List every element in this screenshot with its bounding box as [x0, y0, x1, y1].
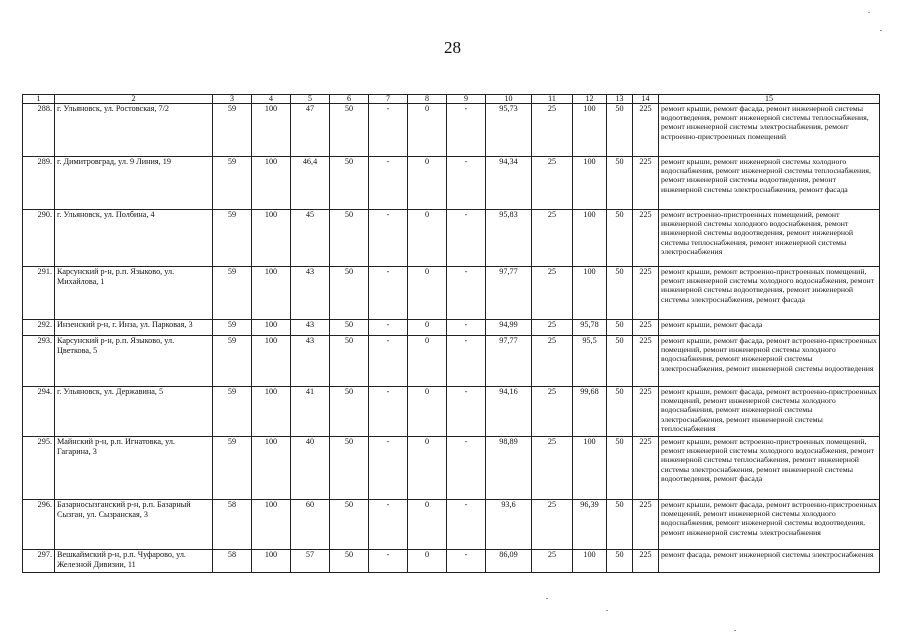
- table-row: [23, 500, 880, 550]
- col-9: -: [447, 437, 486, 500]
- col-10: 94,99: [486, 320, 532, 336]
- table-body: [23, 104, 880, 573]
- col-5: 43: [291, 320, 330, 336]
- col-4: 100: [252, 437, 291, 500]
- column-header-9: 9: [447, 95, 486, 104]
- col-5: 57: [291, 550, 330, 573]
- column-header-10: 10: [486, 95, 532, 104]
- scan-speck: [880, 30, 882, 31]
- works-list: ремонт фасада, ремонт инженерной системы электроснабжения: [659, 550, 880, 573]
- col-13: 50: [607, 437, 633, 500]
- col-10: 97,77: [486, 267, 532, 320]
- col-4: 100: [252, 104, 291, 157]
- scan-speck: [606, 610, 608, 611]
- works-list: ремонт крыши, ремонт инженерной системы холодного водоснабжения, ремонт инженерной системы теплоснабжения, ремонт инженерной системы водоотведения, ремонт инженерной системы электроснабжения, ремонт фасада: [659, 157, 880, 210]
- col-8: 0: [408, 104, 447, 157]
- col-12: 100: [573, 210, 607, 267]
- col-13: 50: [607, 320, 633, 336]
- column-header-14: 14: [633, 95, 659, 104]
- col-8: 0: [408, 336, 447, 387]
- col-9: -: [447, 210, 486, 267]
- repair-registry-table: [22, 94, 880, 573]
- column-header-6: 6: [330, 95, 369, 104]
- column-header-7: 7: [369, 95, 408, 104]
- table-row: [23, 210, 880, 267]
- col-8: 0: [408, 500, 447, 550]
- column-header-13: 13: [607, 95, 633, 104]
- col-3: 59: [213, 336, 252, 387]
- col-11: 25: [532, 500, 573, 550]
- col-7: -: [369, 104, 408, 157]
- row-number: 294.: [23, 387, 55, 437]
- table-row: [23, 437, 880, 500]
- col-12: 100: [573, 104, 607, 157]
- col-7: -: [369, 267, 408, 320]
- col-13: 50: [607, 500, 633, 550]
- col-6: 50: [330, 104, 369, 157]
- col-13: 50: [607, 104, 633, 157]
- table-row: [23, 387, 880, 437]
- col-6: 50: [330, 210, 369, 267]
- works-list: ремонт крыши, ремонт встроенно-пристроенных помещений, ремонт инженерной системы холодного водоснабжения, ремонт инженерной системы водоотведения, ремонт инженерной системы электроснабжения, ремонт фасада: [659, 267, 880, 320]
- col-6: 50: [330, 320, 369, 336]
- col-5: 40: [291, 437, 330, 500]
- row-number: 289.: [23, 157, 55, 210]
- col-13: 50: [607, 550, 633, 573]
- column-header-3: 3: [213, 95, 252, 104]
- col-9: -: [447, 387, 486, 437]
- address: Майнский р-н, р.п. Игнатовка, ул. Гагарина, 3: [55, 437, 213, 500]
- col-10: 97,77: [486, 336, 532, 387]
- col-7: -: [369, 157, 408, 210]
- address: Базарносызганский р-н, р.п. Базарный Сызган, ул. Сызранская, 3: [55, 500, 213, 550]
- col-3: 59: [213, 320, 252, 336]
- col-3: 59: [213, 104, 252, 157]
- col-14: 225: [633, 210, 659, 267]
- works-list: ремонт встроенно-пристроенных помещений, ремонт инженерной системы холодного водоснабжения, ремонт инженерной системы водоотведения, ремонт инженерной системы теплоснабжения, ремонт инженерной системы электроснабжения: [659, 210, 880, 267]
- col-7: -: [369, 210, 408, 267]
- col-7: -: [369, 320, 408, 336]
- col-10: 95,73: [486, 104, 532, 157]
- col-10: 95,83: [486, 210, 532, 267]
- address: г. Ульяновск, ул. Ростовская, 7/2: [55, 104, 213, 157]
- col-13: 50: [607, 387, 633, 437]
- col-11: 25: [532, 437, 573, 500]
- col-4: 100: [252, 387, 291, 437]
- col-14: 225: [633, 267, 659, 320]
- col-12: 100: [573, 157, 607, 210]
- col-4: 100: [252, 500, 291, 550]
- address: г. Димитровград, ул. 9 Линия, 19: [55, 157, 213, 210]
- col-6: 50: [330, 267, 369, 320]
- address: Вешкаймский р-н, р.п. Чуфарово, ул. Железной Дивизии, 11: [55, 550, 213, 573]
- col-4: 100: [252, 550, 291, 573]
- col-3: 59: [213, 437, 252, 500]
- row-number: 291.: [23, 267, 55, 320]
- col-4: 100: [252, 320, 291, 336]
- address: Инзенский р-н, г. Инза, ул. Парковая, 3: [55, 320, 213, 336]
- col-11: 25: [532, 550, 573, 573]
- col-5: 43: [291, 267, 330, 320]
- col-7: -: [369, 387, 408, 437]
- col-9: -: [447, 157, 486, 210]
- col-6: 50: [330, 387, 369, 437]
- row-number: 292.: [23, 320, 55, 336]
- col-10: 86,09: [486, 550, 532, 573]
- address: г. Ульяновск, ул. Полбина, 4: [55, 210, 213, 267]
- col-8: 0: [408, 157, 447, 210]
- col-3: 58: [213, 500, 252, 550]
- col-11: 25: [532, 387, 573, 437]
- column-header-15: 15: [659, 95, 880, 104]
- col-3: 59: [213, 267, 252, 320]
- col-10: 94,16: [486, 387, 532, 437]
- col-10: 98,89: [486, 437, 532, 500]
- table-row: [23, 104, 880, 157]
- col-11: 25: [532, 320, 573, 336]
- col-12: 100: [573, 550, 607, 573]
- works-list: ремонт крыши, ремонт фасада, ремонт встроенно-пристроенных помещений, ремонт инженерной системы холодного водоснабжения, ремонт инженерной системы электроснабжения, ремонт инженерной системы водоотведения: [659, 336, 880, 387]
- col-14: 225: [633, 320, 659, 336]
- col-8: 0: [408, 267, 447, 320]
- col-14: 225: [633, 157, 659, 210]
- works-list: ремонт крыши, ремонт встроенно-пристроенных помещений, ремонт инженерной системы холодного водоснабжения, ремонт инженерной системы теплоснабжения, ремонт инженерной системы электроснабжения, ремонт инженерной системы водоотведения, ремонт фасада: [659, 437, 880, 500]
- works-list: ремонт крыши, ремонт фасада: [659, 320, 880, 336]
- works-list: ремонт крыши, ремонт фасада, ремонт встроенно-пристроенных помещений, ремонт инженерной системы холодного водоснабжения, ремонт инженерной системы электроснабжения, ремонт инженерной системы теплоснабжения: [659, 387, 880, 437]
- col-12: 96,39: [573, 500, 607, 550]
- col-5: 60: [291, 500, 330, 550]
- col-13: 50: [607, 267, 633, 320]
- col-8: 0: [408, 550, 447, 573]
- row-number: 288.: [23, 104, 55, 157]
- col-14: 225: [633, 550, 659, 573]
- scan-speck: [868, 12, 870, 13]
- col-8: 0: [408, 320, 447, 336]
- col-14: 225: [633, 500, 659, 550]
- col-12: 95,78: [573, 320, 607, 336]
- col-4: 100: [252, 336, 291, 387]
- header-row: [23, 95, 880, 104]
- row-number: 290.: [23, 210, 55, 267]
- column-header-4: 4: [252, 95, 291, 104]
- col-12: 95,5: [573, 336, 607, 387]
- table-row: [23, 267, 880, 320]
- column-header-5: 5: [291, 95, 330, 104]
- col-12: 99,68: [573, 387, 607, 437]
- col-9: -: [447, 320, 486, 336]
- table-row: [23, 157, 880, 210]
- col-7: -: [369, 336, 408, 387]
- col-4: 100: [252, 267, 291, 320]
- col-9: -: [447, 267, 486, 320]
- col-4: 100: [252, 210, 291, 267]
- col-6: 50: [330, 157, 369, 210]
- col-11: 25: [532, 157, 573, 210]
- col-8: 0: [408, 387, 447, 437]
- col-3: 59: [213, 210, 252, 267]
- row-number: 293.: [23, 336, 55, 387]
- col-7: -: [369, 550, 408, 573]
- row-number: 295.: [23, 437, 55, 500]
- col-14: 225: [633, 336, 659, 387]
- col-14: 225: [633, 437, 659, 500]
- col-9: -: [447, 104, 486, 157]
- col-7: -: [369, 500, 408, 550]
- col-11: 25: [532, 267, 573, 320]
- address: г. Ульяновск, ул. Державина, 5: [55, 387, 213, 437]
- works-list: ремонт крыши, ремонт фасада, ремонт встроенно-пристроенных помещений, ремонт инженерной системы холодного водоснабжения, ремонт инженерной системы водоотведения, ремонт инженерной системы электроснабжения: [659, 500, 880, 550]
- col-6: 50: [330, 336, 369, 387]
- col-11: 25: [532, 210, 573, 267]
- page-number: 28: [444, 38, 461, 57]
- col-5: 47: [291, 104, 330, 157]
- col-5: 41: [291, 387, 330, 437]
- column-header-8: 8: [408, 95, 447, 104]
- col-10: 93,6: [486, 500, 532, 550]
- col-8: 0: [408, 437, 447, 500]
- col-6: 50: [330, 550, 369, 573]
- col-9: -: [447, 500, 486, 550]
- column-header-11: 11: [532, 95, 573, 104]
- column-header-2: 2: [55, 95, 213, 104]
- col-9: -: [447, 550, 486, 573]
- col-3: 59: [213, 157, 252, 210]
- col-9: -: [447, 336, 486, 387]
- col-13: 50: [607, 157, 633, 210]
- column-header-1: 1: [23, 95, 55, 104]
- col-8: 0: [408, 210, 447, 267]
- col-14: 225: [633, 104, 659, 157]
- column-header-12: 12: [573, 95, 607, 104]
- table-row: [23, 336, 880, 387]
- col-5: 46,4: [291, 157, 330, 210]
- col-7: -: [369, 437, 408, 500]
- col-5: 45: [291, 210, 330, 267]
- table-row: [23, 550, 880, 573]
- col-5: 43: [291, 336, 330, 387]
- row-number: 297.: [23, 550, 55, 573]
- col-12: 100: [573, 267, 607, 320]
- col-12: 100: [573, 437, 607, 500]
- col-4: 100: [252, 157, 291, 210]
- address: Карсунский р-н, р.п. Языково, ул. Михайлова, 1: [55, 267, 213, 320]
- col-11: 25: [532, 104, 573, 157]
- scan-speck: [546, 598, 548, 599]
- row-number: 296.: [23, 500, 55, 550]
- scan-speck: [734, 630, 736, 631]
- col-6: 50: [330, 437, 369, 500]
- col-10: 94,34: [486, 157, 532, 210]
- works-list: ремонт крыши, ремонт фасада, ремонт инженерной системы водоотведения, ремонт инженерной системы теплоснабжения, ремонт инженерной системы электроснабжения, ремонт встроенно-пристроенных помещений: [659, 104, 880, 157]
- col-3: 58: [213, 550, 252, 573]
- col-6: 50: [330, 500, 369, 550]
- table-row: [23, 320, 880, 336]
- col-11: 25: [532, 336, 573, 387]
- col-14: 225: [633, 387, 659, 437]
- col-13: 50: [607, 210, 633, 267]
- col-13: 50: [607, 336, 633, 387]
- address: Карсунский р-н, р.п. Языково, ул. Цветкова, 5: [55, 336, 213, 387]
- col-3: 59: [213, 387, 252, 437]
